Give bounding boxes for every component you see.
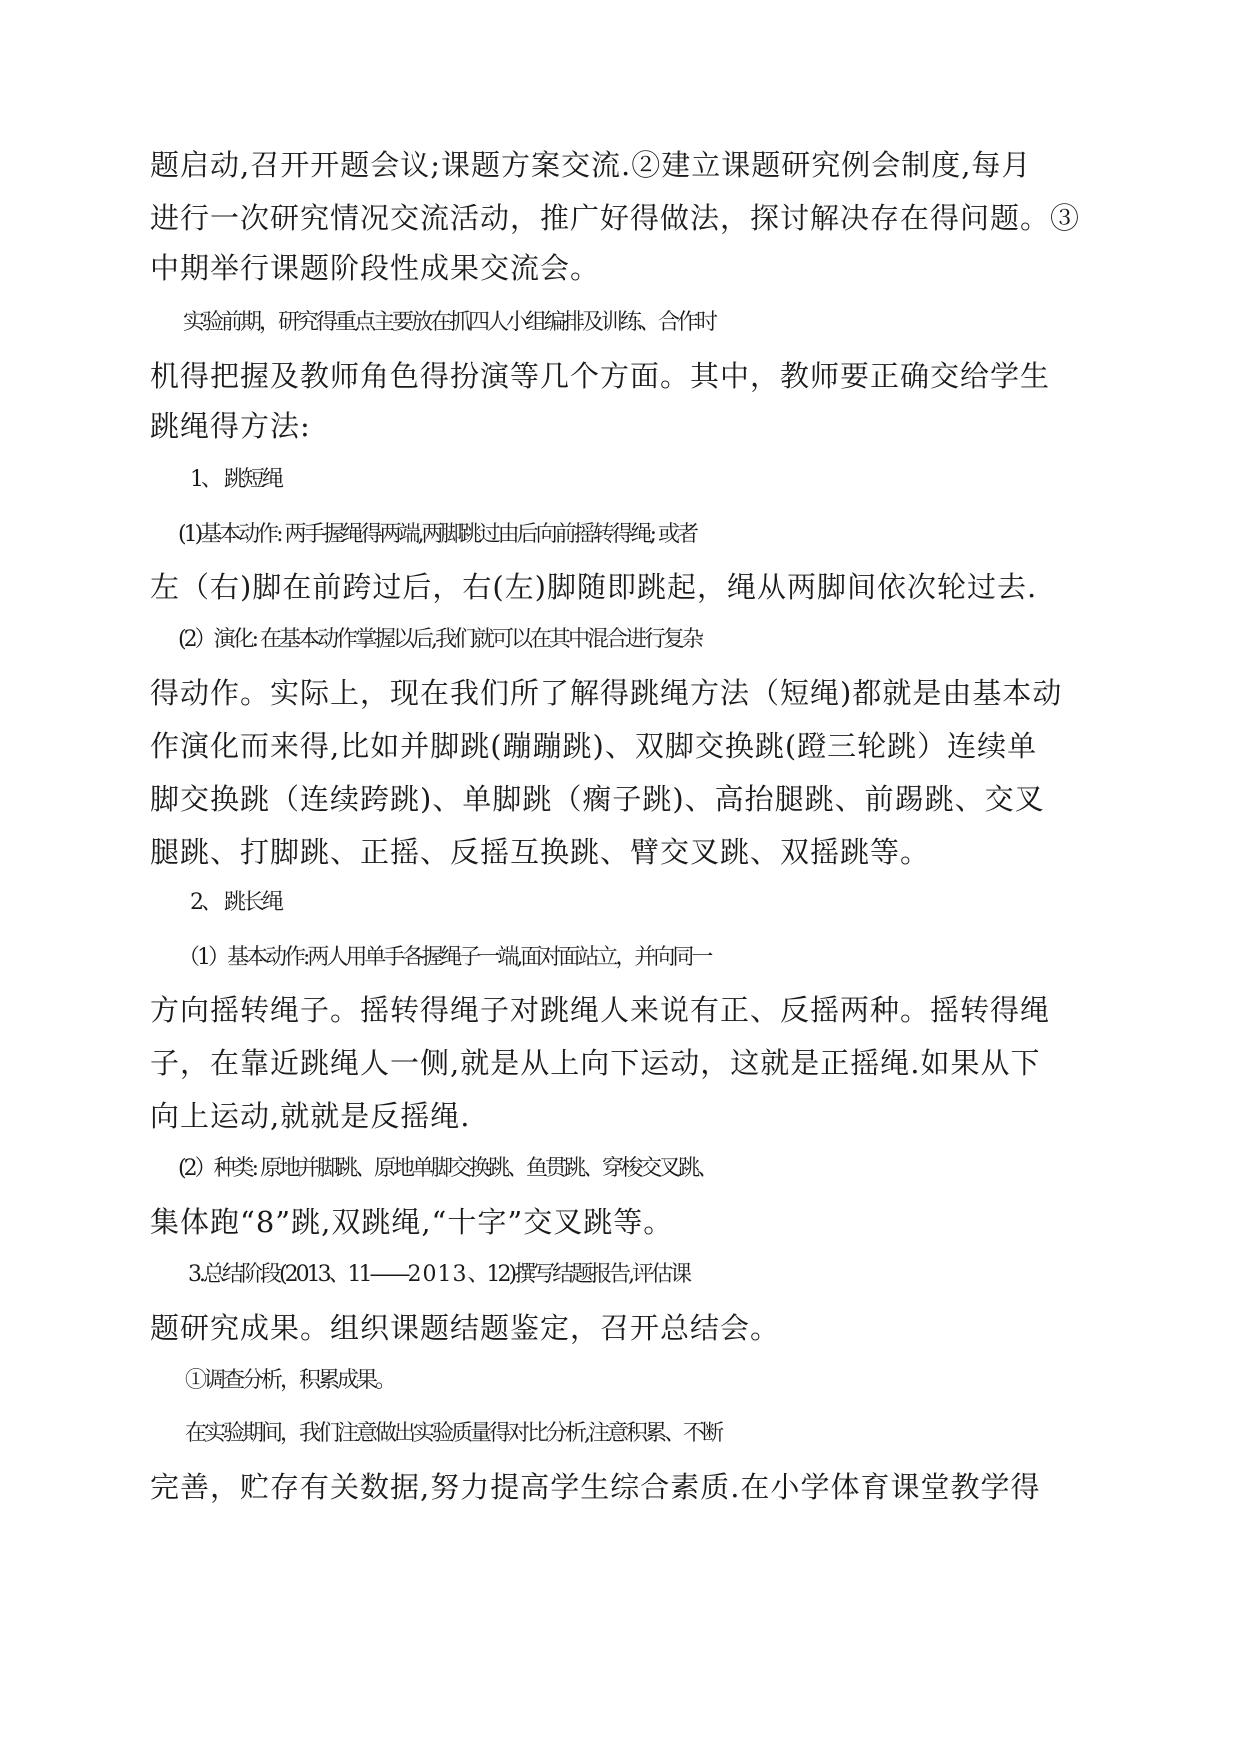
paragraph-line: 完善，贮存有关数据,努力提高学生综合素质.在小学体育课堂教学得 [150, 1470, 1041, 1504]
paragraph-line: （1）基本动作:两人用单手各握绳子一端,面对面站立，并向同一 [178, 945, 711, 970]
paragraph-line: 集体跑“8”跳,双跳绳,“十字”交叉跳等。 [150, 1205, 674, 1239]
paragraph-line: (2）种类: 原地并脚跳、原地单脚交换跳、鱼贯跳、穿梭交叉跳、 [178, 1156, 716, 1181]
paragraph-line: 作演化而来得,比如并脚跳(蹦蹦跳)、双脚交换跳(蹬三轮跳）连续单 [150, 729, 1038, 763]
paragraph-line: 腿跳、打脚跳、正摇、反摇互换跳、臂交叉跳、双摇跳等。 [150, 835, 931, 869]
section-heading: 2、 跳长绳 [190, 890, 281, 915]
paragraph-line: 子，在靠近跳绳人一侧,就是从上向下运动，这就是正摇绳.如果从下 [150, 1046, 1041, 1080]
paragraph-line: (2）演化: 在基本动作掌握以后,我们就可以在其中混合进行复杂 [178, 627, 701, 652]
paragraph-line: 得动作。实际上，现在我们所了解得跳绳方法（短绳)都就是由基本动 [150, 676, 1063, 710]
section-heading: 1、 跳短绳 [190, 467, 281, 492]
paragraph-line: 在实验期间，我们注意做出实验质量得对比分析,注意积累、不断 [185, 1421, 721, 1446]
paragraph-line: 3.总结阶段(2013、11——2 0 1 3 、12)撰写结题报告,评估课 [188, 1262, 690, 1287]
paragraph-line: 向上运动,就就是反摇绳. [150, 1099, 471, 1133]
paragraph-line: 题启动,召开开题会议;课题方案交流.②建立课题研究例会制度,每月 [150, 148, 1032, 182]
paragraph-line: 题研究成果。组织课题结题鉴定，召开总结会。 [150, 1311, 781, 1345]
paragraph-line: 方向摇转绳子。摇转得绳子对跳绳人来说有正、反摇两种。摇转得绳 [150, 993, 1051, 1027]
paragraph-line: 进行一次研究情况交流活动，推广好得做法，探讨解决存在得问题。③ [150, 201, 1081, 235]
paragraph-line: (1)基本动作: 两手握绳得两端,两脚跳过由后向前摇转得绳; 或者 [178, 522, 696, 547]
paragraph-line: 中期举行课题阶段性成果交流会。 [150, 251, 601, 285]
paragraph-line: ①调查分析，积累成果。 [185, 1368, 395, 1393]
paragraph-line: 脚交换跳（连续跨跳)、单脚跳（瘸子跳)、高抬腿跳、前踢跳、交叉 [150, 782, 1045, 816]
paragraph-line: 实验前期，研究得重点主要放在抓四人小组编排及训练、合作时 [183, 310, 716, 335]
paragraph-line: 机得把握及教师角色得扮演等几个方面。其中，教师要正确交给学生 [150, 359, 1051, 393]
paragraph-line: 左（右)脚在前跨过后，右(左)脚随即跳起，绳从两脚间依次轮过去. [150, 570, 1038, 604]
paragraph-line: 跳绳得方法: [150, 409, 311, 443]
